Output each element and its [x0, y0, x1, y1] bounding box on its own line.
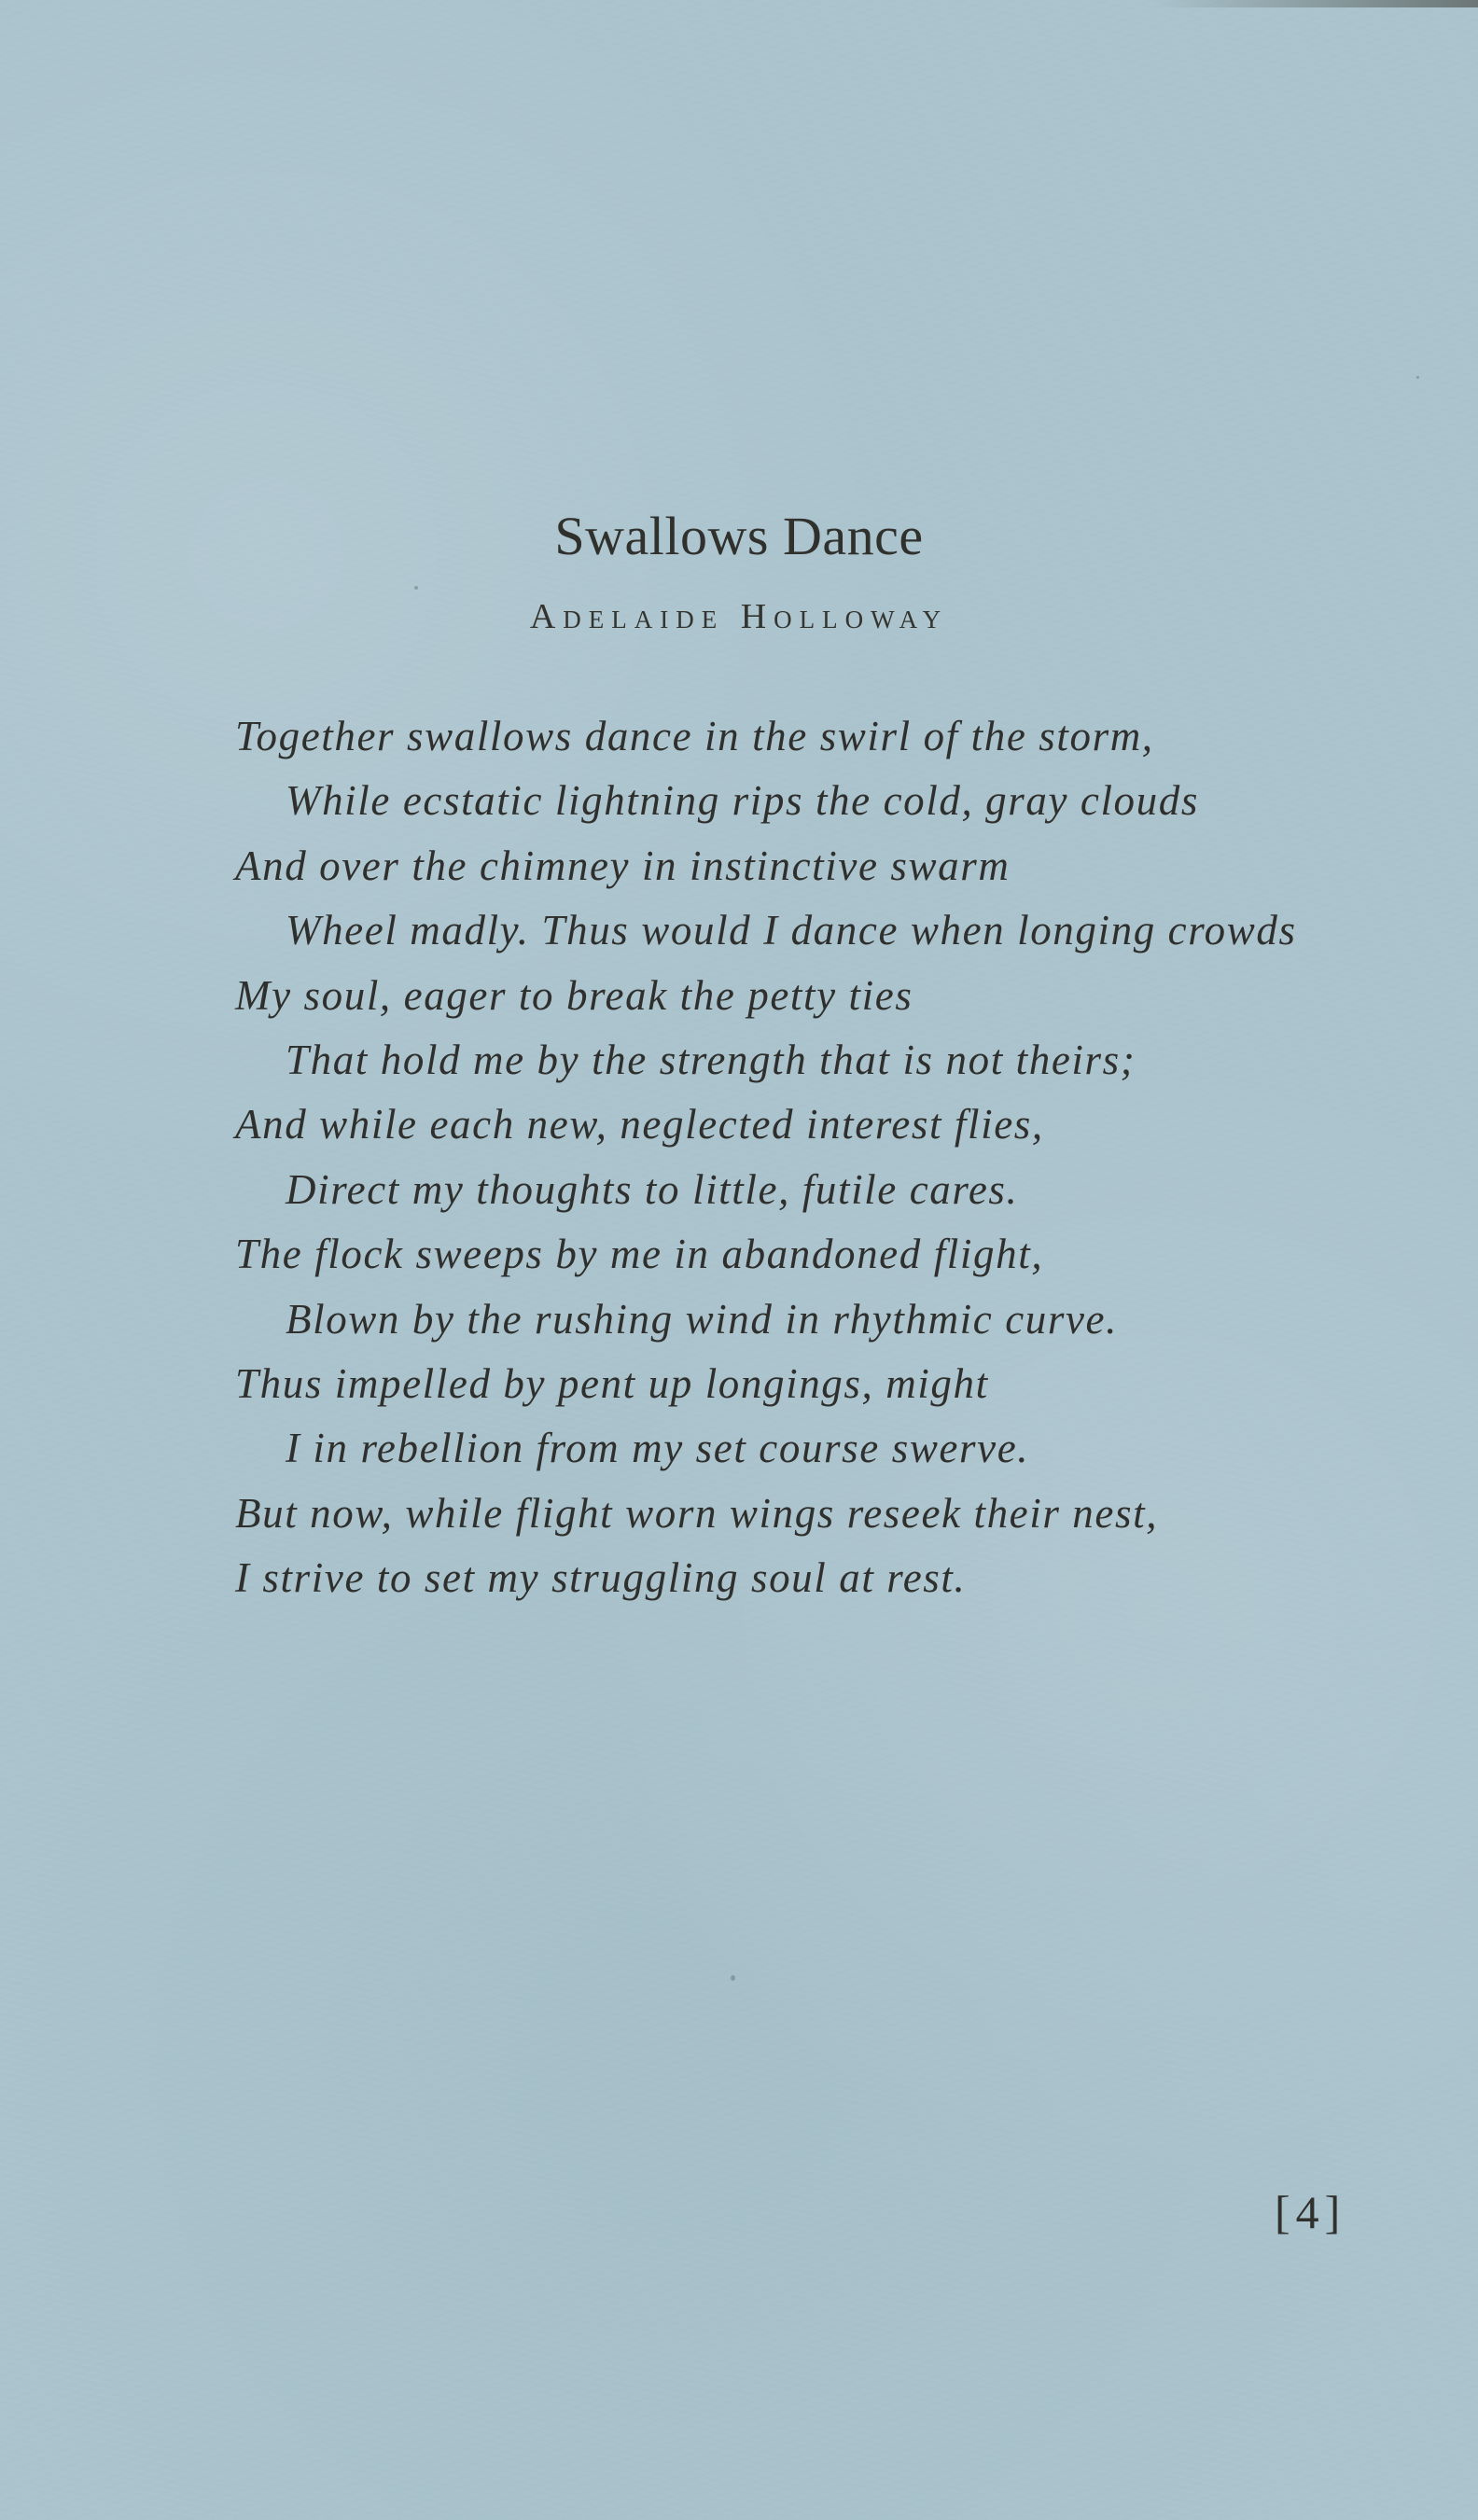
- page-number: [4]: [1275, 2186, 1346, 2238]
- poem-line: My soul, eager to break the petty ties: [235, 971, 913, 1019]
- poem-line: Together swallows dance in the swirl of the storm,: [235, 713, 1154, 759]
- poem-title: Swallows Dance: [554, 506, 924, 566]
- paper-speck: [1416, 376, 1419, 379]
- paper-speck: [414, 586, 418, 590]
- poem-line: But now, while flight worn wings reseek their nest,: [235, 1489, 1159, 1537]
- poem-line: I strive to set my struggling soul at rest.: [235, 1554, 967, 1602]
- poem-line: Wheel madly. Thus would I dance when longing crowds: [286, 907, 1297, 954]
- poem-line: The flock sweeps by me in abandoned flight,: [235, 1231, 1044, 1278]
- poem-line: Blown by the rushing wind in rhythmic curve.: [286, 1295, 1118, 1343]
- paper-speck: [731, 1975, 735, 1981]
- poem-line: And while each new, neglected interest flies,: [235, 1101, 1044, 1149]
- poem-author: Adelaide Holloway: [529, 597, 949, 636]
- poem-line: While ecstatic lightning rips the cold, gray clouds: [286, 777, 1199, 825]
- poem-body: [235, 704, 1439, 1610]
- poem-line: Direct my thoughts to little, futile cares.: [286, 1165, 1019, 1213]
- paper-top-edge: [0, 0, 1478, 7]
- poem-line: That hold me by the strength that is not theirs;: [286, 1036, 1136, 1083]
- poem-line: And over the chimney in instinctive swarm: [235, 842, 1011, 889]
- poem-line: I in rebellion from my set course swerve.: [286, 1425, 1030, 1472]
- poem-line: Thus impelled by pent up longings, might: [235, 1359, 989, 1407]
